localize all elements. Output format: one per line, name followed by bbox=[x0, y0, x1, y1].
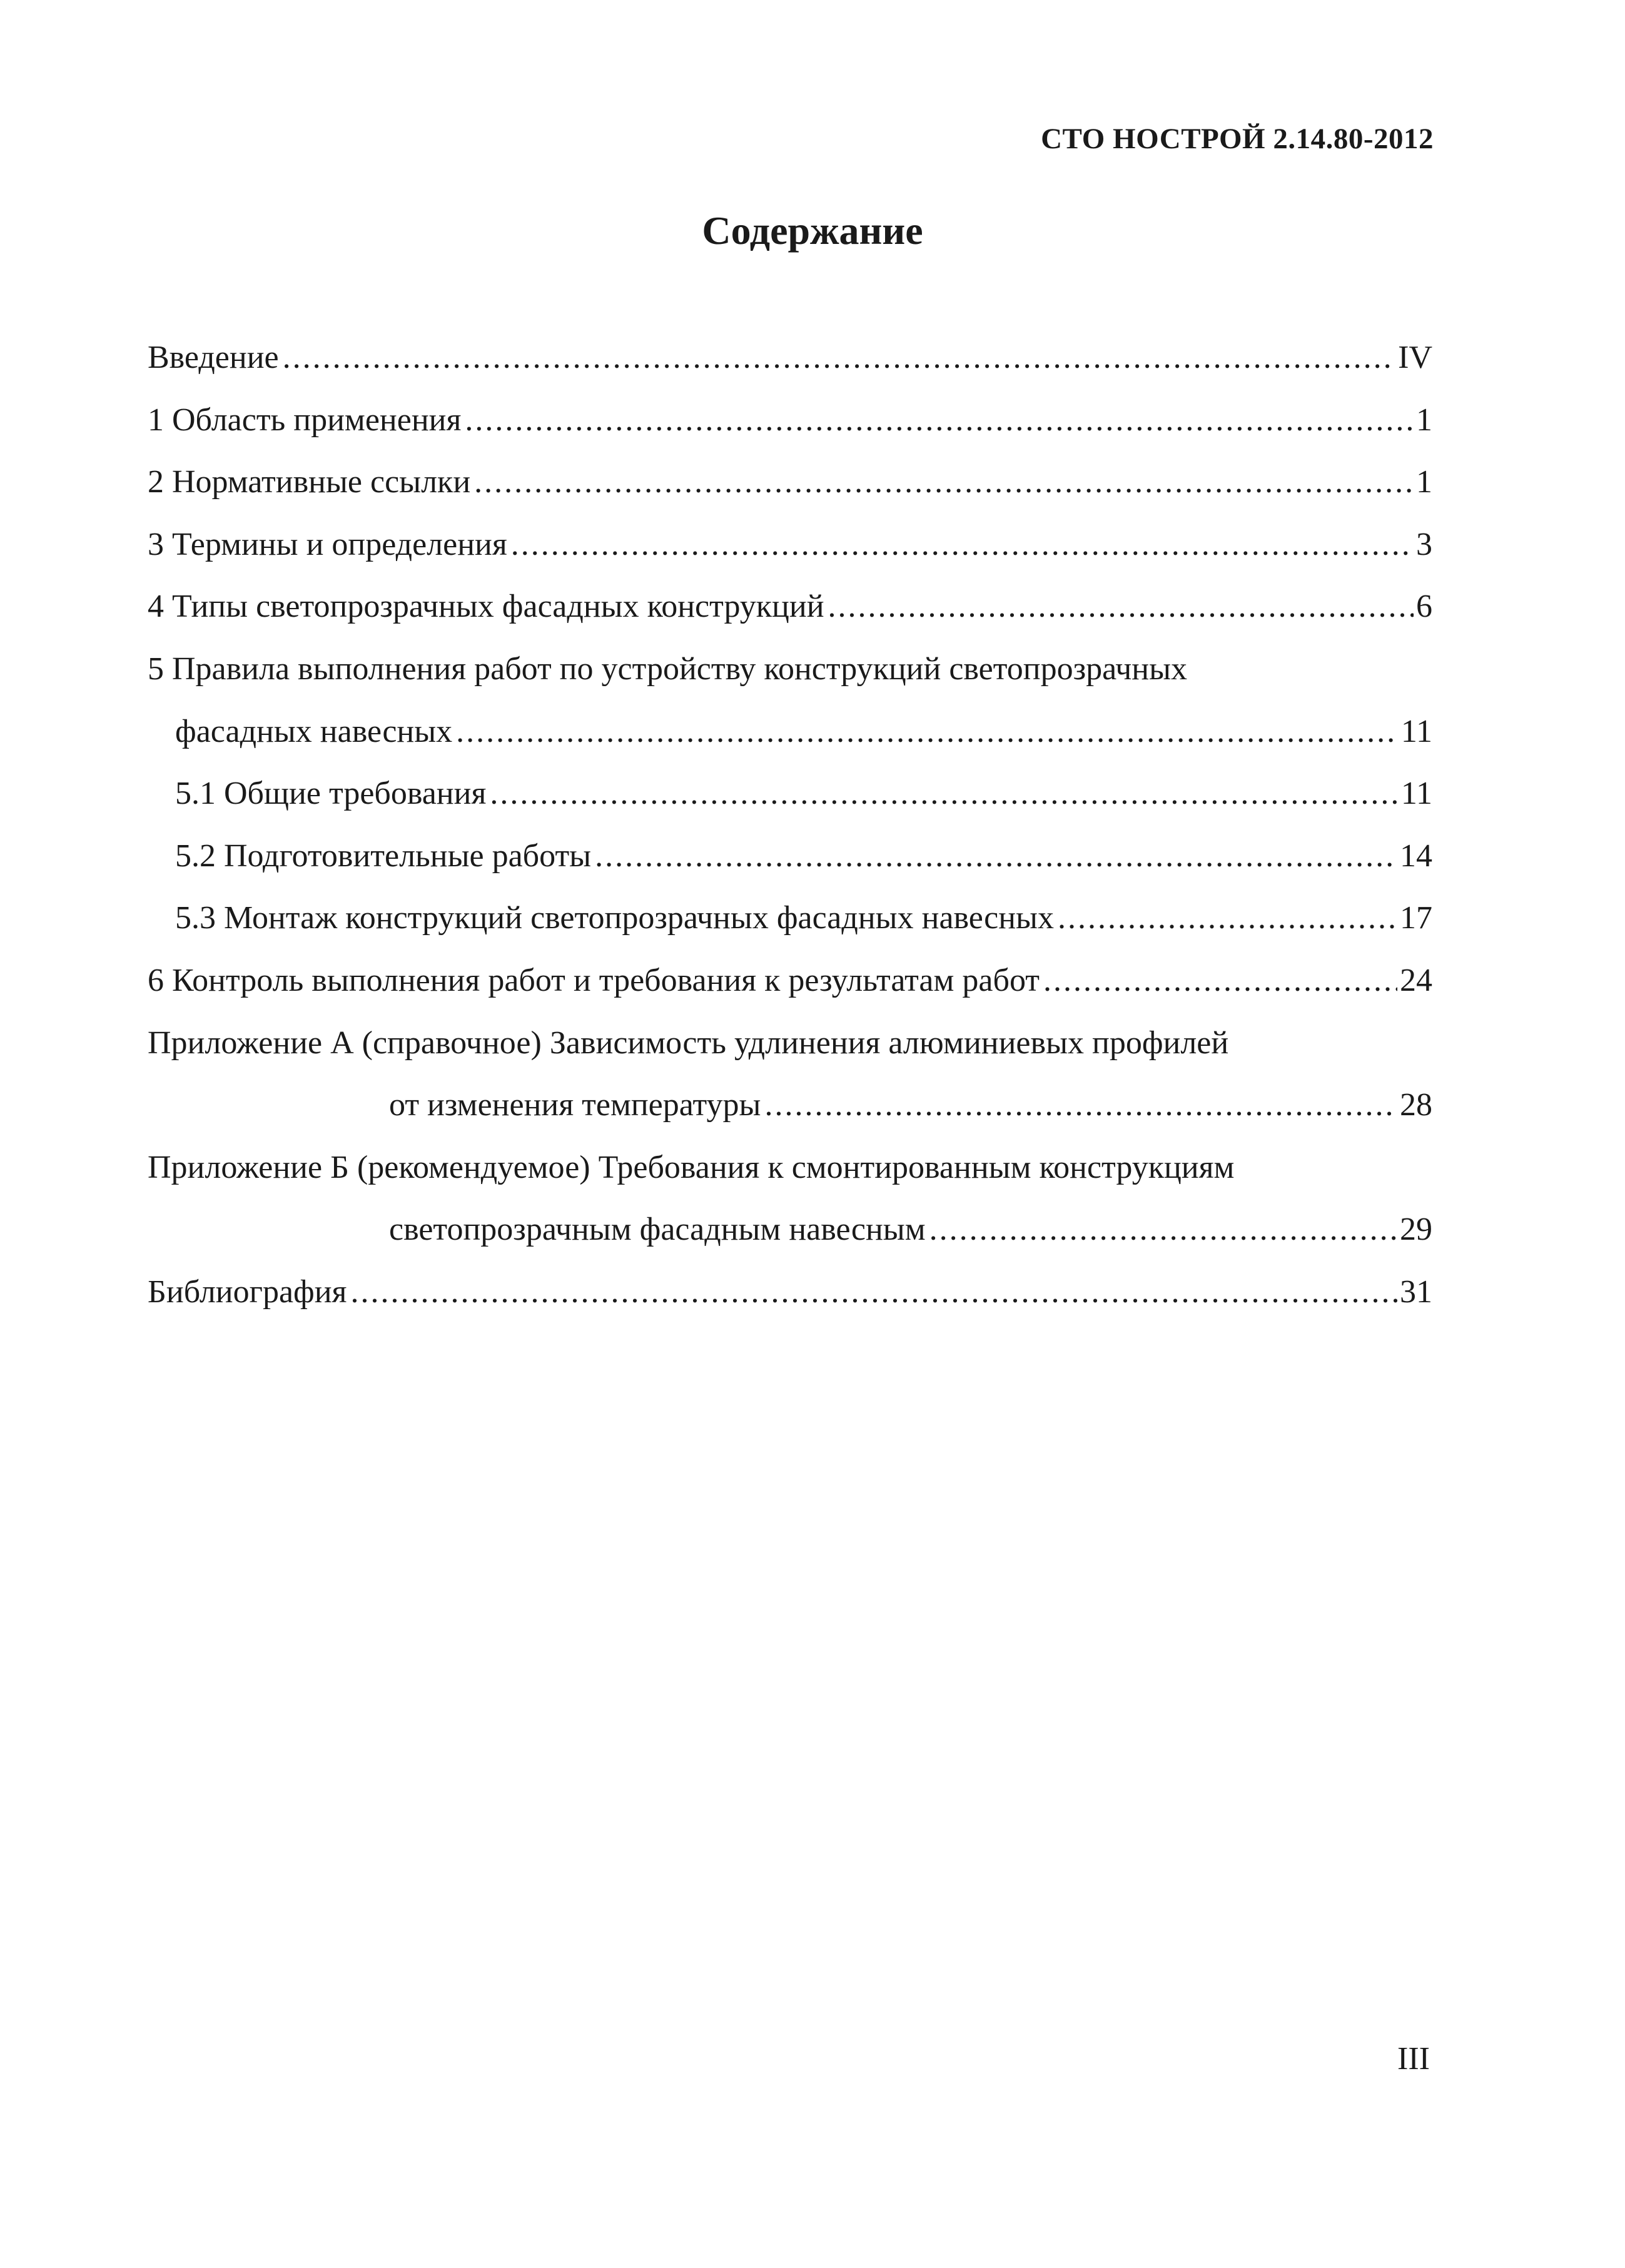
toc-row bbox=[148, 575, 1432, 638]
toc-entry-text: фасадных навесных bbox=[175, 713, 453, 749]
page-title: Содержание bbox=[702, 208, 923, 253]
toc-entry-text: 5.2 Подготовительные работы bbox=[175, 838, 592, 874]
document-code: СТО НОСТРОЙ 2.14.80-2012 bbox=[1041, 123, 1434, 155]
table-of-contents bbox=[148, 327, 1432, 1324]
toc-entry-text: 2 Нормативные ссылки bbox=[148, 464, 471, 500]
toc-entry-section-5[interactable] bbox=[148, 638, 1432, 701]
dot-leader bbox=[456, 701, 1399, 763]
toc-entry-appendix-a[interactable] bbox=[148, 1012, 1432, 1075]
toc-page-number: 17 bbox=[1400, 900, 1432, 936]
toc-row bbox=[148, 1012, 1432, 1075]
toc-page-number: 28 bbox=[1400, 1087, 1432, 1123]
dot-leader bbox=[595, 825, 1397, 888]
toc-entry-text: светопрозрачным фасадным навесным bbox=[389, 1212, 926, 1248]
dot-leader bbox=[764, 1074, 1397, 1137]
toc-entry-appendix-b[interactable] bbox=[148, 1137, 1432, 1199]
toc-page-number: 6 bbox=[1416, 589, 1432, 625]
toc-entry-section-5-1[interactable] bbox=[175, 762, 1432, 825]
toc-entry-text: 3 Термины и определения bbox=[148, 526, 507, 562]
toc-entry-text: 6 Контроль выполнения работ и требования к результатам работ bbox=[148, 962, 1040, 998]
toc-page-number: 11 bbox=[1400, 713, 1432, 749]
toc-row bbox=[148, 1198, 1432, 1261]
toc-entry-text: от изменения температуры bbox=[389, 1087, 761, 1123]
toc-entry-text: Введение bbox=[148, 340, 279, 375]
dot-leader bbox=[929, 1198, 1397, 1261]
toc-entry-section-3[interactable] bbox=[148, 514, 1432, 576]
toc-entry-text: 5.3 Монтаж конструкций светопрозрачных фасадных навесных bbox=[175, 900, 1054, 936]
dot-leader bbox=[511, 514, 1414, 576]
toc-page-number: 14 bbox=[1400, 838, 1432, 874]
toc-row bbox=[148, 451, 1432, 514]
toc-row bbox=[148, 389, 1432, 452]
toc-row bbox=[148, 638, 1432, 701]
toc-entry-bibliography[interactable] bbox=[148, 1261, 1432, 1324]
toc-row bbox=[148, 701, 1432, 763]
toc-page-number: 3 bbox=[1416, 526, 1432, 562]
toc-entry-introduction[interactable] bbox=[148, 327, 1432, 389]
toc-entry-appendix-b-continuation[interactable] bbox=[389, 1198, 1432, 1261]
dot-leader bbox=[465, 389, 1414, 452]
toc-entry-text: 1 Область применения bbox=[148, 402, 462, 438]
toc-entry-section-6[interactable] bbox=[148, 949, 1432, 1012]
toc-row bbox=[148, 514, 1432, 576]
toc-row bbox=[148, 1137, 1432, 1199]
toc-row bbox=[148, 327, 1432, 389]
toc-entry-section-5-2[interactable] bbox=[175, 825, 1432, 888]
toc-entry-section-2[interactable] bbox=[148, 451, 1432, 514]
dot-leader bbox=[350, 1261, 1397, 1324]
toc-entry-text: Приложение А (справочное) Зависимость удлинения алюминиевых профилей bbox=[148, 1025, 1229, 1061]
toc-row bbox=[148, 825, 1432, 888]
toc-entry-section-5-3[interactable] bbox=[175, 887, 1432, 949]
dot-leader bbox=[474, 451, 1414, 514]
toc-page-number: 11 bbox=[1400, 776, 1432, 812]
dot-leader bbox=[1058, 887, 1397, 949]
dot-leader bbox=[1043, 949, 1397, 1012]
toc-entry-section-1[interactable] bbox=[148, 389, 1432, 452]
toc-page-number: 1 bbox=[1416, 402, 1432, 438]
toc-entry-text: Библиография bbox=[148, 1273, 347, 1310]
toc-row bbox=[148, 887, 1432, 949]
toc-entry-section-4[interactable] bbox=[148, 575, 1432, 638]
toc-row bbox=[148, 762, 1432, 825]
toc-row bbox=[148, 1261, 1432, 1324]
toc-entry-appendix-a-continuation[interactable] bbox=[389, 1074, 1432, 1137]
toc-entry-text: 5 Правила выполнения работ по устройству конструкций светопрозрачных bbox=[148, 651, 1188, 687]
toc-entry-text: 4 Типы светопрозрачных фасадных конструкций bbox=[148, 589, 824, 625]
toc-entry-text: 5.1 Общие требования bbox=[175, 776, 487, 812]
toc-page-number: 24 bbox=[1400, 962, 1432, 998]
toc-row bbox=[148, 949, 1432, 1012]
toc-page-number: 1 bbox=[1416, 464, 1432, 500]
dot-leader bbox=[828, 575, 1414, 638]
toc-row bbox=[148, 1074, 1432, 1137]
dot-leader bbox=[283, 327, 1396, 389]
toc-entry-text: Приложение Б (рекомендуемое) Требования к смонтированным конструкциям bbox=[148, 1149, 1235, 1185]
toc-page-number: 29 bbox=[1400, 1212, 1432, 1248]
page-number: III bbox=[1397, 2041, 1430, 2077]
toc-entry-section-5-continuation[interactable] bbox=[175, 701, 1432, 763]
toc-page-number: 31 bbox=[1400, 1273, 1432, 1310]
toc-page-number: IV bbox=[1398, 340, 1432, 375]
dot-leader bbox=[490, 762, 1399, 825]
